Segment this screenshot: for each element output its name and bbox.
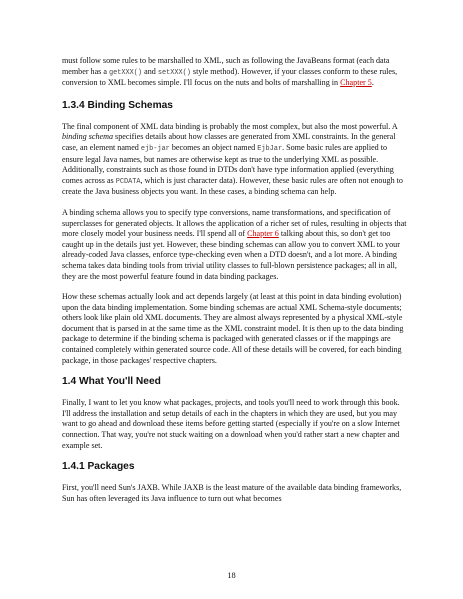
- code-getxxx: getXXX(): [108, 68, 143, 77]
- chapter-5-link[interactable]: Chapter 5: [340, 78, 372, 88]
- page-number: 18: [227, 571, 236, 580]
- text: talking about this, so don't get too caught up in the details just yet. However, these binding schemas can allow you to convert XML to your already-coded Java classes, enforce type-checking even when a DTD doesn't, and a lot more. A binding schema takes data binding tools from trivial utility classes to full-blown persistence packages; all in all, they are the most powerful feature found in data binding packages.: [62, 229, 400, 281]
- paragraph-marshalling: [62, 56, 407, 89]
- text: style method). However, if your classes conform to these rules, conversion to XML becomes simple. I'll focus on the nuts and bolts of marshalling in: [62, 66, 398, 88]
- text: , which is just character data). However, these basic rules are often not enough to create the Java business objects you want. In these cases, a binding schema can help.: [62, 175, 403, 197]
- paragraph-binding-schema-features: [62, 208, 407, 282]
- chapter-6-link[interactable]: Chapter 6: [247, 229, 279, 239]
- code-pcdata: PCDATA: [115, 177, 141, 186]
- text: The final component of XML data binding is probably the most complex, but also the most powerful. A: [62, 121, 398, 131]
- heading-packages: 1.4.1 Packages: [62, 461, 135, 473]
- code-ejb-jar: ejb-jar: [140, 144, 170, 153]
- code-setxxx: setXXX(): [157, 68, 191, 77]
- paragraph-binding-schema-intro: [62, 122, 407, 198]
- paragraph-packages: First, you'll need Sun's JAXB. While JAXB is the least mature of the available data binding frameworks, Sun has often leveraged its Java influence to turn out what becomes: [62, 483, 402, 503]
- text: becomes an object named: [169, 142, 258, 152]
- text: A binding schema allows you to specify type conversions, name transformations, and specification of superclasses for generated objects. It allows the application of a richer set of rules, resulting in objects that more closely model your business needs. I'll spend all of: [62, 207, 407, 239]
- text: . Some basic rules are applied to ensure legal Java names, but names are otherwise kept as true to the underlying XML as possible. Additionally, constraints such as those found in DTDs don't have type information applied (everything comes across as: [62, 142, 394, 185]
- text: must follow some rules to be marshalled to XML, such as following the JavaBeans format (each data member has a: [62, 56, 390, 76]
- page-body: [62, 56, 407, 514]
- text: specifies details about how classes are generated from XML constraints. In the general case, an element named: [62, 132, 396, 152]
- text: and: [142, 66, 158, 76]
- text: .: [371, 78, 374, 88]
- paragraph-schema-implementation: How these schemas actually look and act depends largely (at least at this point in data binding evolution) upon the data binding implementation. Some binding schemas are actual XML Schema-style documents; others look like plain old XML documents. They are almost always represented by a physical XML-style document that is parsed in at the same time as the XML constraint model. It is then up to the data binding package to determine if the binding schema is packaged with generated classes or if the mappings are contained completely within generated source code. All of these details will be covered, for each binding package, in those packages' respective chapters.: [62, 292, 404, 365]
- code-ejbjar: EjbJar: [257, 144, 283, 153]
- heading-what-youll-need: 1.4 What You'll Need: [62, 376, 161, 388]
- emphasis-binding-schema: binding schema: [62, 132, 114, 142]
- heading-binding-schemas: 1.3.4 Binding Schemas: [62, 99, 173, 111]
- paragraph-what-youll-need: Finally, I want to let you know what packages, projects, and tools you'll need to work through this book. I'll address the installation and setup details of each in the chapters in which they are used, but you may want to go ahead and download these items before getting started (especially if you're on a slow Internet connection. That way, you're not stuck waiting on a download when you'd rather start a new chapter and example set.: [62, 398, 400, 450]
